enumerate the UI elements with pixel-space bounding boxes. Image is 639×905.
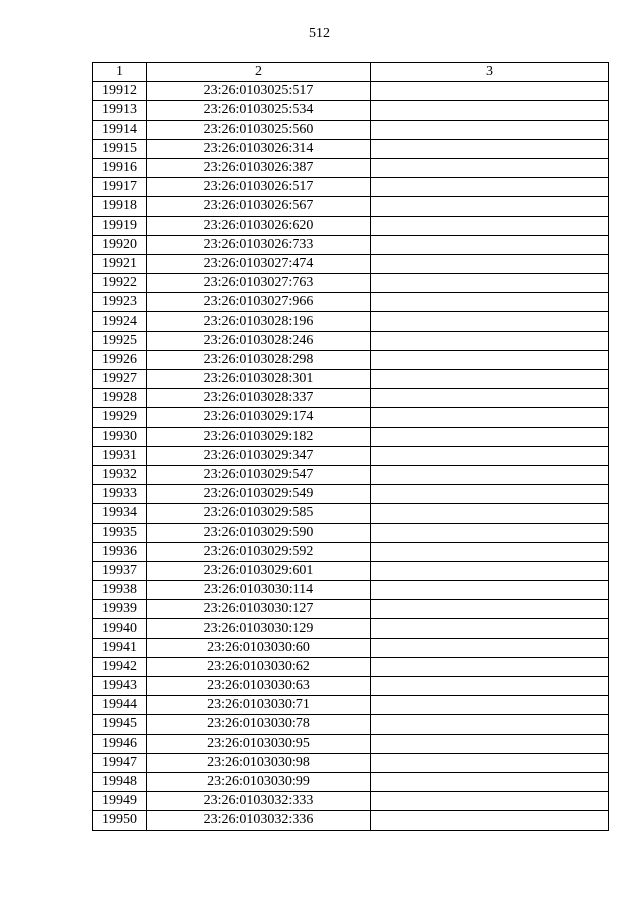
- note-cell: [371, 274, 609, 293]
- cadastral-number-cell: 23:26:0103030:60: [147, 638, 371, 657]
- note-cell: [371, 370, 609, 389]
- row-number-cell: 19913: [93, 101, 147, 120]
- cadastral-number-cell: 23:26:0103026:733: [147, 235, 371, 254]
- table-row: [93, 792, 609, 811]
- table-row: [93, 619, 609, 638]
- row-number-cell: 19944: [93, 696, 147, 715]
- row-number-cell: 19917: [93, 178, 147, 197]
- table-row: [93, 638, 609, 657]
- note-cell: [371, 581, 609, 600]
- cadastral-number-cell: 23:26:0103028:298: [147, 350, 371, 369]
- note-cell: [371, 485, 609, 504]
- note-cell: [371, 331, 609, 350]
- row-number-cell: 19929: [93, 408, 147, 427]
- cadastral-number-cell: 23:26:0103029:347: [147, 446, 371, 465]
- table-row: [93, 772, 609, 791]
- note-cell: [371, 350, 609, 369]
- row-number-cell: 19915: [93, 139, 147, 158]
- row-number-cell: 19934: [93, 504, 147, 523]
- row-number-cell: 19937: [93, 561, 147, 580]
- table-row: [93, 370, 609, 389]
- row-number-cell: 19927: [93, 370, 147, 389]
- row-number-cell: 19942: [93, 657, 147, 676]
- note-cell: [371, 811, 609, 830]
- row-number-cell: 19943: [93, 677, 147, 696]
- table-row: [93, 715, 609, 734]
- cadastral-number-cell: 23:26:0103029:174: [147, 408, 371, 427]
- table-row: [93, 158, 609, 177]
- note-cell: [371, 254, 609, 273]
- cadastral-number-cell: 23:26:0103028:246: [147, 331, 371, 350]
- row-number-cell: 19922: [93, 274, 147, 293]
- row-number-cell: 19932: [93, 465, 147, 484]
- cadastral-number-cell: 23:26:0103029:592: [147, 542, 371, 561]
- note-cell: [371, 657, 609, 676]
- cadastral-number-cell: 23:26:0103025:517: [147, 82, 371, 101]
- note-cell: [371, 638, 609, 657]
- column-header-1: 1: [93, 63, 147, 82]
- table-row: [93, 600, 609, 619]
- note-cell: [371, 772, 609, 791]
- row-number-cell: 19914: [93, 120, 147, 139]
- column-header-2: 2: [147, 63, 371, 82]
- table-row: [93, 331, 609, 350]
- cadastral-number-cell: 23:26:0103030:127: [147, 600, 371, 619]
- row-number-cell: 19926: [93, 350, 147, 369]
- table-row: [93, 254, 609, 273]
- row-number-cell: 19941: [93, 638, 147, 657]
- note-cell: [371, 715, 609, 734]
- table-row: [93, 235, 609, 254]
- table-row: [93, 523, 609, 542]
- note-cell: [371, 216, 609, 235]
- note-cell: [371, 82, 609, 101]
- cadastral-number-cell: 23:26:0103028:337: [147, 389, 371, 408]
- note-cell: [371, 504, 609, 523]
- row-number-cell: 19938: [93, 581, 147, 600]
- row-number-cell: 19935: [93, 523, 147, 542]
- note-cell: [371, 677, 609, 696]
- note-cell: [371, 178, 609, 197]
- table-row: [93, 657, 609, 676]
- table-row: [93, 293, 609, 312]
- note-cell: [371, 158, 609, 177]
- table-row: [93, 427, 609, 446]
- table-row: [93, 197, 609, 216]
- table-body: [93, 82, 609, 830]
- note-cell: [371, 312, 609, 331]
- cadastral-number-cell: 23:26:0103029:547: [147, 465, 371, 484]
- cadastral-number-cell: 23:26:0103028:196: [147, 312, 371, 331]
- note-cell: [371, 523, 609, 542]
- table-header: [93, 63, 609, 82]
- column-header-3: 3: [371, 63, 609, 82]
- note-cell: [371, 734, 609, 753]
- cadastral-number-cell: 23:26:0103030:78: [147, 715, 371, 734]
- row-number-cell: 19931: [93, 446, 147, 465]
- note-cell: [371, 465, 609, 484]
- table-row: [93, 561, 609, 580]
- cadastral-number-cell: 23:26:0103032:336: [147, 811, 371, 830]
- cadastral-number-cell: 23:26:0103030:63: [147, 677, 371, 696]
- note-cell: [371, 446, 609, 465]
- registry-table: [92, 62, 609, 831]
- row-number-cell: 19920: [93, 235, 147, 254]
- row-number-cell: 19945: [93, 715, 147, 734]
- table-row: [93, 408, 609, 427]
- cadastral-number-cell: 23:26:0103026:387: [147, 158, 371, 177]
- note-cell: [371, 408, 609, 427]
- table-row: [93, 312, 609, 331]
- note-cell: [371, 753, 609, 772]
- cadastral-number-cell: 23:26:0103029:549: [147, 485, 371, 504]
- table-row: [93, 139, 609, 158]
- page-number: 512: [309, 26, 330, 41]
- cadastral-number-cell: 23:26:0103029:590: [147, 523, 371, 542]
- row-number-cell: 19923: [93, 293, 147, 312]
- note-cell: [371, 561, 609, 580]
- cadastral-number-cell: 23:26:0103025:534: [147, 101, 371, 120]
- cadastral-number-cell: 23:26:0103029:182: [147, 427, 371, 446]
- table-row: [93, 542, 609, 561]
- row-number-cell: 19924: [93, 312, 147, 331]
- table-row: [93, 446, 609, 465]
- cadastral-number-cell: 23:26:0103029:601: [147, 561, 371, 580]
- row-number-cell: 19939: [93, 600, 147, 619]
- table-row: [93, 101, 609, 120]
- note-cell: [371, 197, 609, 216]
- table-row: [93, 811, 609, 830]
- note-cell: [371, 293, 609, 312]
- row-number-cell: 19933: [93, 485, 147, 504]
- note-cell: [371, 542, 609, 561]
- table-row: [93, 350, 609, 369]
- table-row: [93, 753, 609, 772]
- note-cell: [371, 139, 609, 158]
- row-number-cell: 19946: [93, 734, 147, 753]
- cadastral-number-cell: 23:26:0103026:517: [147, 178, 371, 197]
- header-row: [93, 63, 609, 82]
- table-row: [93, 581, 609, 600]
- cadastral-number-cell: 23:26:0103030:98: [147, 753, 371, 772]
- row-number-cell: 19950: [93, 811, 147, 830]
- table-row: [93, 734, 609, 753]
- note-cell: [371, 427, 609, 446]
- note-cell: [371, 600, 609, 619]
- table-row: [93, 677, 609, 696]
- cadastral-number-cell: 23:26:0103032:333: [147, 792, 371, 811]
- cadastral-number-cell: 23:26:0103025:560: [147, 120, 371, 139]
- table-row: [93, 82, 609, 101]
- cadastral-number-cell: 23:26:0103030:62: [147, 657, 371, 676]
- cadastral-number-cell: 23:26:0103026:567: [147, 197, 371, 216]
- cadastral-number-cell: 23:26:0103030:95: [147, 734, 371, 753]
- note-cell: [371, 696, 609, 715]
- table-row: [93, 465, 609, 484]
- cadastral-number-cell: 23:26:0103030:99: [147, 772, 371, 791]
- cadastral-number-cell: 23:26:0103027:474: [147, 254, 371, 273]
- row-number-cell: 19930: [93, 427, 147, 446]
- table-row: [93, 696, 609, 715]
- note-cell: [371, 101, 609, 120]
- table-row: [93, 274, 609, 293]
- table-row: [93, 120, 609, 139]
- cadastral-number-cell: 23:26:0103026:620: [147, 216, 371, 235]
- row-number-cell: 19948: [93, 772, 147, 791]
- row-number-cell: 19912: [93, 82, 147, 101]
- cadastral-number-cell: 23:26:0103027:966: [147, 293, 371, 312]
- table-row: [93, 216, 609, 235]
- cadastral-number-cell: 23:26:0103027:763: [147, 274, 371, 293]
- table-row: [93, 178, 609, 197]
- row-number-cell: 19925: [93, 331, 147, 350]
- note-cell: [371, 235, 609, 254]
- table-row: [93, 389, 609, 408]
- row-number-cell: 19919: [93, 216, 147, 235]
- note-cell: [371, 389, 609, 408]
- row-number-cell: 19949: [93, 792, 147, 811]
- note-cell: [371, 120, 609, 139]
- table-row: [93, 485, 609, 504]
- row-number-cell: 19918: [93, 197, 147, 216]
- cadastral-number-cell: 23:26:0103028:301: [147, 370, 371, 389]
- row-number-cell: 19928: [93, 389, 147, 408]
- row-number-cell: 19947: [93, 753, 147, 772]
- cadastral-number-cell: 23:26:0103029:585: [147, 504, 371, 523]
- cadastral-number-cell: 23:26:0103030:71: [147, 696, 371, 715]
- cadastral-number-cell: 23:26:0103026:314: [147, 139, 371, 158]
- row-number-cell: 19940: [93, 619, 147, 638]
- table-row: [93, 504, 609, 523]
- note-cell: [371, 792, 609, 811]
- note-cell: [371, 619, 609, 638]
- row-number-cell: 19916: [93, 158, 147, 177]
- cadastral-number-cell: 23:26:0103030:129: [147, 619, 371, 638]
- row-number-cell: 19936: [93, 542, 147, 561]
- row-number-cell: 19921: [93, 254, 147, 273]
- cadastral-number-cell: 23:26:0103030:114: [147, 581, 371, 600]
